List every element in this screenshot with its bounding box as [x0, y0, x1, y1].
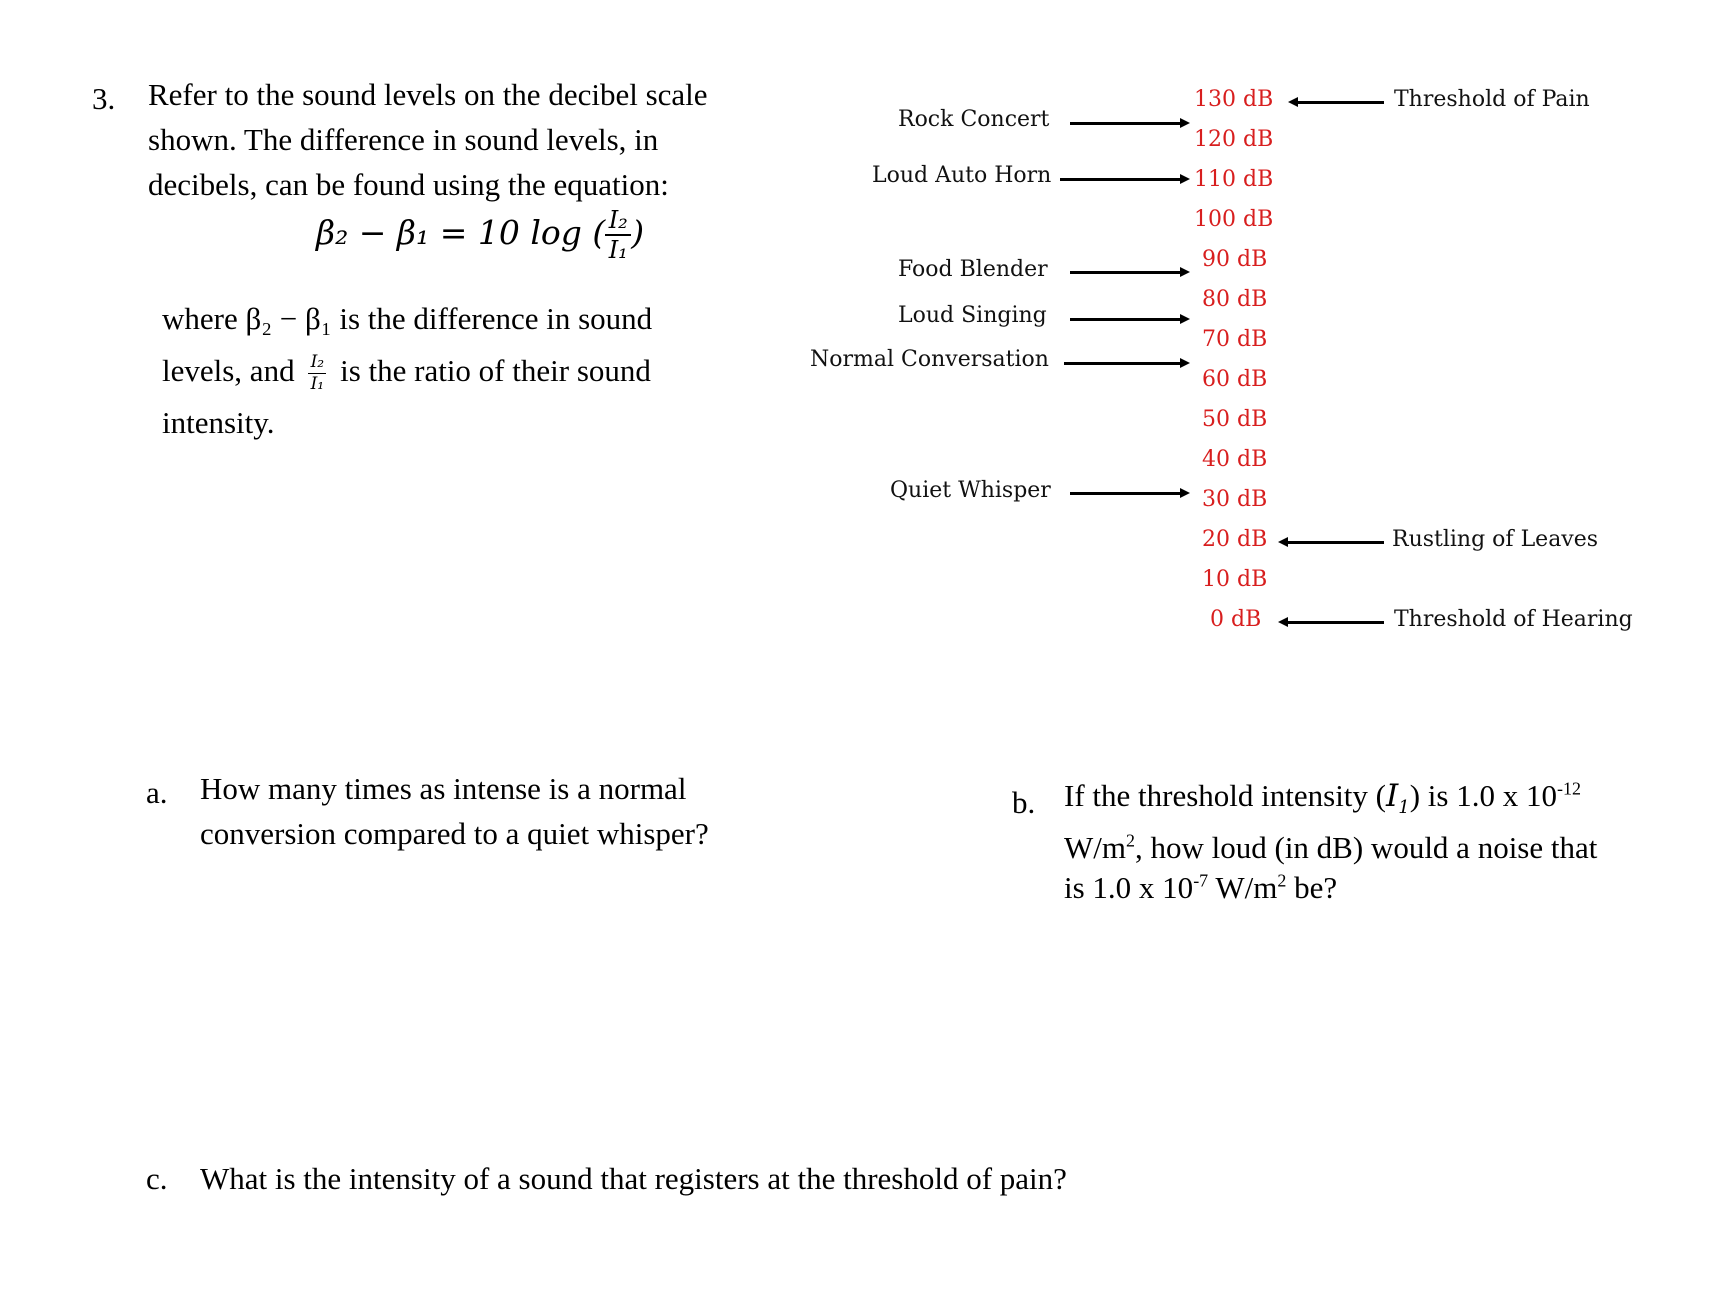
arrow-right-icon [1060, 178, 1182, 181]
db-level: 20 dB [1202, 527, 1268, 552]
db-level: 120 dB [1194, 127, 1274, 152]
arrow-right-icon [1070, 271, 1182, 274]
equation-fraction [605, 208, 631, 262]
part-b-line [1064, 776, 1597, 828]
note-threshold-of-pain: Threshold of Pain [1394, 87, 1590, 112]
part-b-text: is 1.0 x 10 [1064, 870, 1194, 906]
part-a-line: How many times as intense is a normal [200, 771, 687, 806]
part-b-exponent: 2 [1126, 830, 1135, 851]
db-level: 10 dB [1202, 567, 1268, 592]
arrow-right-icon [1070, 122, 1182, 125]
note-rustling-of-leaves: Rustling of Leaves [1392, 527, 1599, 552]
db-level: 130 dB [1194, 87, 1274, 112]
decibel-equation [316, 208, 644, 262]
intro-line: shown. The difference in sound levels, in [148, 122, 659, 157]
part-b-line [1064, 828, 1597, 868]
equation-denominator: I₁ [608, 236, 628, 264]
db-level: 80 dB [1202, 287, 1268, 312]
ratio-numerator: I₂ [310, 352, 325, 373]
db-level: 110 dB [1194, 167, 1274, 192]
db-level: 60 dB [1202, 367, 1268, 392]
source-rock-concert: Rock Concert [898, 107, 1050, 132]
decibel-scale-diagram [810, 70, 1666, 656]
ratio-fraction [308, 354, 326, 393]
part-c-question: What is the intensity of a sound that registers at the threshold of pain? [200, 1161, 1067, 1196]
where-line: where β₂ − β₁ is the difference in sound [162, 301, 653, 336]
part-b-exponent: -7 [1193, 870, 1209, 891]
where-text: levels, and [162, 353, 295, 388]
arrow-right-icon [1070, 318, 1182, 321]
equation-lhs: β₂ − β₁ = 10 log ( [316, 213, 606, 252]
arrow-left-icon [1286, 541, 1384, 544]
db-level: 50 dB [1202, 407, 1268, 432]
part-b-text: W/m [1208, 870, 1278, 906]
db-level: 40 dB [1202, 447, 1268, 472]
note-threshold-of-hearing: Threshold of Hearing [1394, 607, 1633, 632]
equation-rhs: ) [631, 213, 645, 252]
source-food-blender: Food Blender [898, 257, 1048, 282]
part-b-exponent: 2 [1277, 870, 1287, 891]
part-a-line: conversion compared to a quiet whisper? [200, 816, 709, 851]
part-a-question [200, 766, 709, 856]
part-b-text: be? [1286, 870, 1338, 906]
part-b-text: ) is 1.0 x 10 [1409, 778, 1557, 813]
question-intro [148, 72, 708, 207]
equation-numerator: I₂ [608, 206, 628, 234]
intro-line: decibels, can be found using the equation: [148, 167, 669, 202]
db-level: 90 dB [1202, 247, 1268, 272]
part-b-exponent: -12 [1556, 778, 1581, 799]
part-b-var: I [1386, 778, 1399, 814]
db-level: 30 dB [1202, 487, 1268, 512]
part-b-line [1064, 868, 1597, 908]
db-level: 100 dB [1194, 207, 1274, 232]
where-explanation [162, 296, 652, 452]
arrow-right-icon [1064, 362, 1182, 365]
source-quiet-whisper: Quiet Whisper [890, 478, 1051, 503]
arrow-left-icon [1296, 101, 1384, 104]
source-normal-conversation: Normal Conversation [810, 347, 1049, 372]
where-line: intensity. [162, 405, 275, 440]
part-b-text: , how loud (in dB) would a noise that [1135, 830, 1598, 866]
source-loud-singing: Loud Singing [898, 303, 1047, 328]
part-b-sub: 1 [1398, 797, 1410, 819]
db-level: 70 dB [1202, 327, 1268, 352]
where-line [162, 348, 652, 400]
part-b-text: W/m [1064, 830, 1126, 866]
part-c-letter: c. [146, 1161, 168, 1196]
part-a-letter: a. [146, 775, 168, 810]
ratio-denominator: I₁ [310, 374, 325, 395]
arrow-right-icon [1070, 492, 1182, 495]
part-b-letter: b. [1012, 785, 1036, 820]
question-number: 3. [92, 81, 116, 116]
where-text: is the ratio of their sound [340, 353, 651, 388]
db-level: 0 dB [1210, 607, 1262, 632]
part-b-question [1064, 776, 1597, 908]
intro-line: Refer to the sound levels on the decibel scale [148, 77, 708, 112]
part-b-text: If the threshold intensity ( [1064, 778, 1386, 813]
source-loud-auto-horn: Loud Auto Horn [872, 163, 1052, 188]
arrow-left-icon [1286, 621, 1384, 624]
